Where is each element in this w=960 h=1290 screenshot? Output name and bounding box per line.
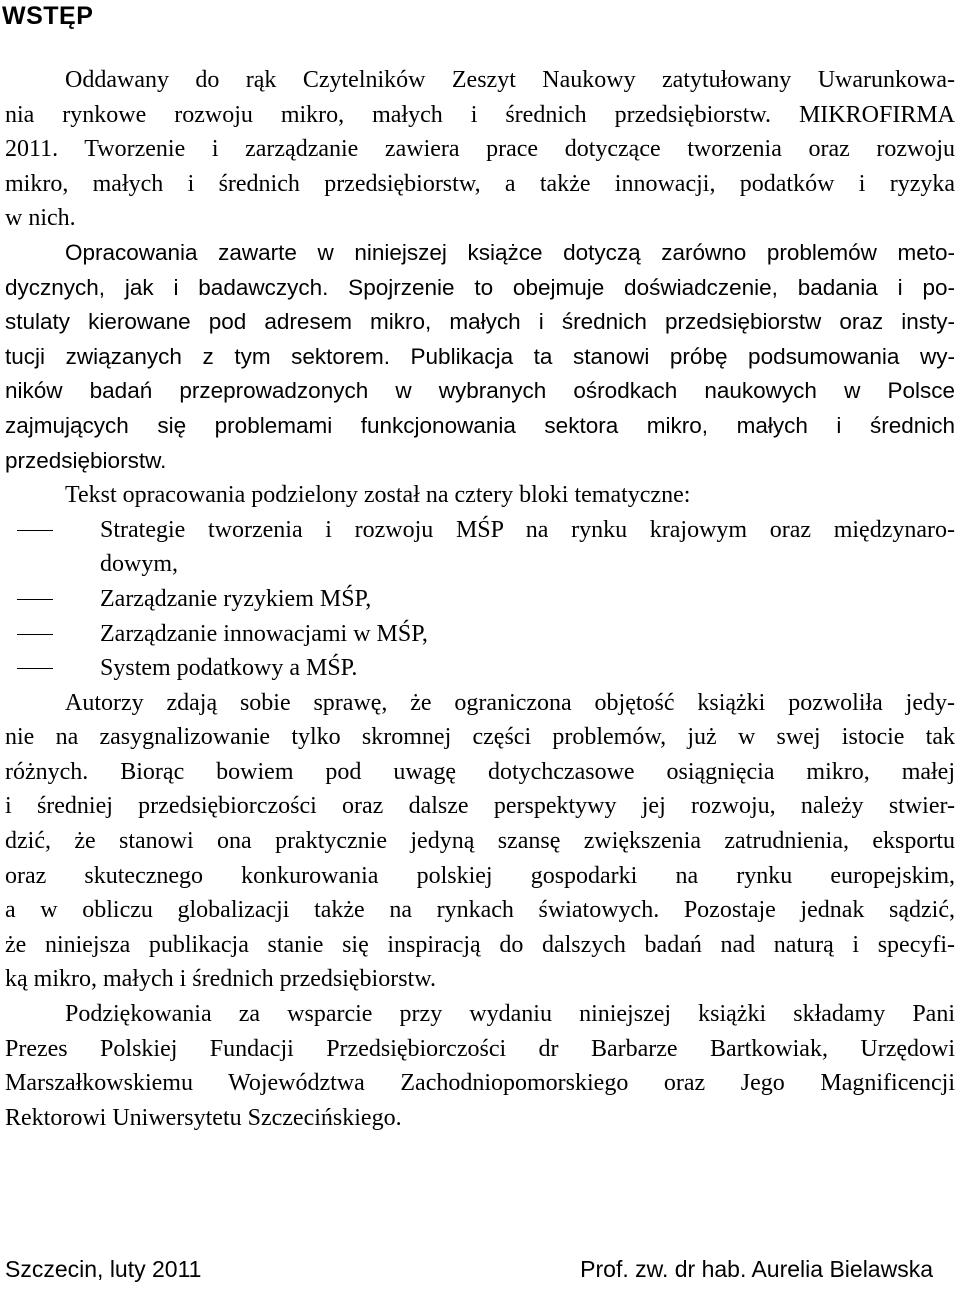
list-item bbox=[5, 651, 955, 686]
list-item bbox=[5, 617, 955, 652]
text-line: ników badań przeprowadzonych w wybranych ośrodkach naukowych w Polsce bbox=[5, 378, 955, 404]
text-line: Zarządzanie ryzykiem MŚP, bbox=[100, 585, 372, 612]
dash-bullet bbox=[17, 634, 53, 635]
text-line: zajmujących się problemami funkcjonowania sektora mikro, małych i średnich bbox=[5, 412, 955, 438]
text-line: mikro, małych i średnich przedsiębiorstw, a także innowacji, podatków i ryzyka bbox=[5, 170, 955, 197]
text-line: nie na zasygnalizowanie tylko skromnej części problemów, już w swej istocie tak bbox=[5, 724, 955, 751]
text-line: Tekst opracowania podzielony został na cztery bloki tematyczne: bbox=[65, 482, 691, 509]
list-item bbox=[5, 582, 955, 617]
author-signature: Prof. zw. dr hab. Aurelia Bielawska bbox=[580, 1256, 933, 1282]
signature-footer bbox=[5, 1252, 933, 1286]
text-line: Marszałkowskiemu Województwa Zachodniopomorskiego oraz Jego Magnificencji bbox=[5, 1070, 955, 1097]
list-item-continuation bbox=[5, 547, 955, 582]
text-line: Rektorowi Uniwersytetu Szczecińskiego. bbox=[5, 1104, 402, 1131]
text-line: w nich. bbox=[5, 205, 76, 232]
text-line: dycznych, jak i badawczych. Spojrzenie to obejmuje doświadczenie, badania i po- bbox=[5, 274, 955, 300]
paragraph-acknowledgements bbox=[5, 997, 955, 1135]
page-heading: WSTĘP bbox=[2, 2, 94, 30]
text-line: Strategie tworzenia i rozwoju MŚP na rynku krajowym oraz międzynaro- bbox=[100, 516, 955, 543]
text-line: dowym, bbox=[100, 551, 178, 578]
list-item bbox=[5, 513, 955, 548]
text-line: i średniej przedsiębiorczości oraz dalsze perspektywy jej rozwoju, należy stwier- bbox=[5, 793, 955, 820]
place-date: Szczecin, luty 2011 bbox=[5, 1256, 202, 1282]
text-line: Autorzy zdają sobie sprawę, że ograniczona objętość książki pozwoliła jedy- bbox=[65, 689, 955, 716]
text-line: że niniejsza publikacja stanie się inspiracją do dalszych badań nad naturą i specyfi- bbox=[5, 931, 955, 958]
text-line: nia rynkowe rozwoju mikro, małych i średnich przedsiębiorstw. MIKROFIRMA bbox=[5, 101, 955, 128]
text-line: Zarządzanie innowacjami w MŚP, bbox=[100, 620, 428, 647]
text-line: Opracowania zawarte w niniejszej książce dotyczą zarówno problemów meto- bbox=[65, 239, 955, 265]
paragraph-authors bbox=[5, 686, 955, 997]
text-line: tucji związanych z tym sektorem. Publikacja ta stanowi próbę podsumowania wy- bbox=[5, 343, 955, 369]
text-line: stulaty kierowane pod adresem mikro, małych i średnich przedsiębiorstw oraz insty- bbox=[5, 309, 955, 335]
topic-list bbox=[5, 513, 955, 686]
paragraph-intro bbox=[5, 63, 955, 236]
text-line: 2011. Tworzenie i zarządzanie zawiera prace dotyczące tworzenia oraz rozwoju bbox=[5, 136, 955, 163]
dash-bullet bbox=[17, 668, 53, 669]
dash-bullet bbox=[17, 530, 53, 531]
text-line: Prezes Polskiej Fundacji Przedsiębiorczości dr Barbarze Bartkowiak, Urzędowi bbox=[5, 1035, 955, 1062]
paragraph-scope bbox=[5, 236, 955, 478]
document-body bbox=[5, 63, 955, 1135]
text-line: ką mikro, małych i średnich przedsiębiorstw. bbox=[5, 966, 436, 993]
text-line: oraz skutecznego konkurowania polskiej gospodarki na rynku europejskim, bbox=[5, 862, 955, 889]
text-line: Oddawany do rąk Czytelników Zeszyt Naukowy zatytułowany Uwarunkowa- bbox=[65, 67, 955, 93]
dash-bullet bbox=[17, 599, 53, 600]
text-line: System podatkowy a MŚP. bbox=[100, 655, 358, 682]
text-line: a w obliczu globalizacji także na rynkach światowych. Pozostaje jednak sądzić, bbox=[5, 897, 955, 924]
text-line: różnych. Biorąc bowiem pod uwagę dotychczasowe osiągnięcia mikro, małej bbox=[5, 758, 955, 785]
text-line: przedsiębiorstw. bbox=[5, 447, 167, 473]
text-line: dzić, że stanowi ona praktycznie jedyną szansę zwiększenia zatrudnienia, eksportu bbox=[5, 828, 955, 855]
paragraph-blocks-intro bbox=[5, 478, 955, 513]
text-line: Podziękowania za wsparcie przy wydaniu niniejszej książki składamy Pani bbox=[65, 1001, 955, 1028]
